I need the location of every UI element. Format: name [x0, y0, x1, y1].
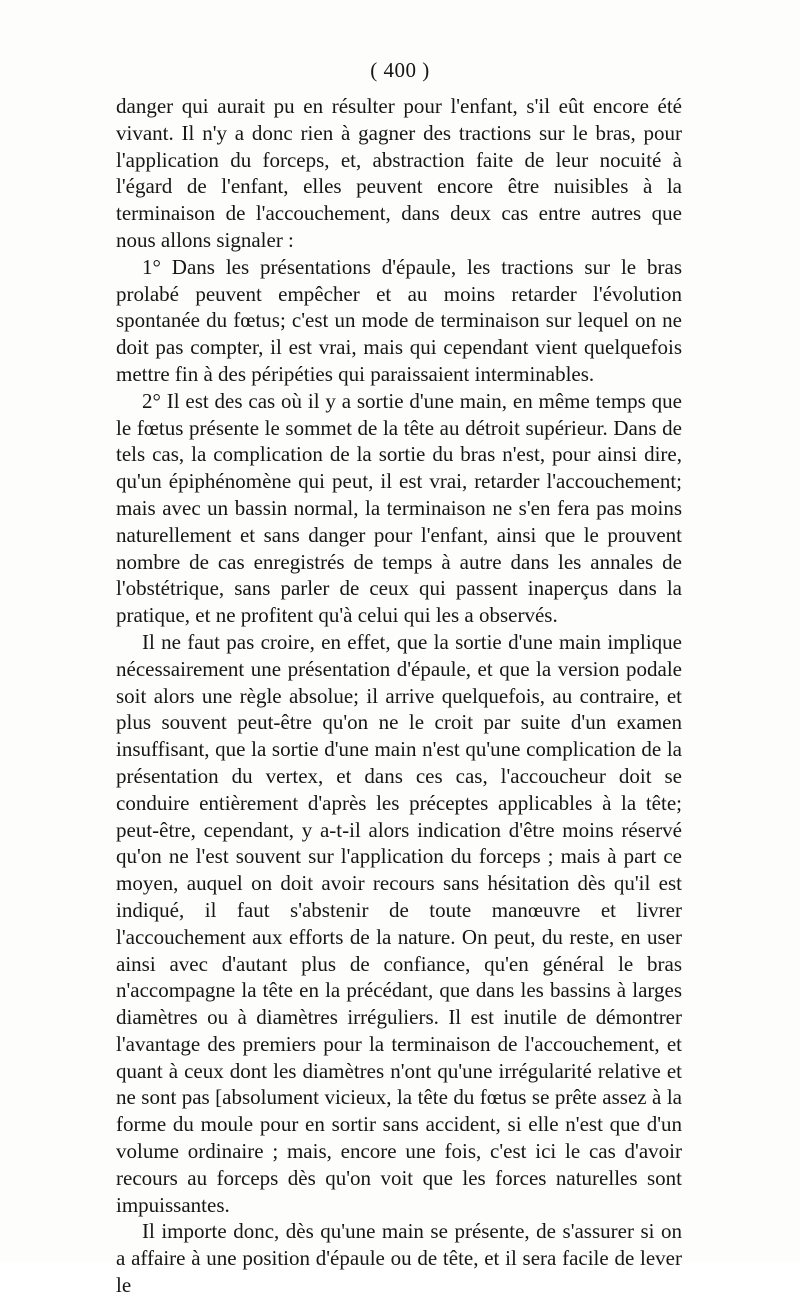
body-text	[116, 93, 682, 1299]
page-number: ( 400 )	[370, 58, 430, 82]
paragraph: 2° Il est des cas où il y a sortie d'une main, en même temps que le fœtus présente le sommet de la tête au détroit supérieur. Dans de tels cas, la complication de la sortie du bras n'est, pour ainsi dire, qu'un épiphénomène qui peut, il est vrai, retarder l'accouchement; mais avec un bassin normal, la terminaison ne s'en fera pas moins naturellement et sans danger pour l'enfant, ainsi que le prouvent nombre de cas enregistrés de temps à autre dans les annales de l'obstétrique, sans parler de ceux qui passent inaperçus dans la pratique, et ne profitent qu'à celui qui les a observés.	[116, 388, 682, 628]
paragraph: Il ne faut pas croire, en effet, que la sortie d'une main implique nécessairement une présentation d'épaule, et que la version podale soit alors une règle absolue; il arrive quelquefois, au contraire, et plus souvent peut-être qu'on ne le croit par suite d'un examen insuffisant, que la sortie d'une main n'est qu'une complication de la présentation du vertex, et dans ces cas, l'accoucheur doit se conduire entièrement d'après les préceptes applicables à la tête; peut-être, cependant, y a-t-il alors indication d'être moins réservé qu'on ne l'est souvent sur l'application du forceps ; mais à part ce moyen, auquel on doit avoir recours sans hésitation dès qu'il est indiqué, il faut s'abstenir de toute manœuvre et livrer l'accouchement aux efforts de la nature. On peut, du reste, en user ainsi avec d'autant plus de confiance, qu'en général le bras n'accompagne la tête en la précédant, que dans les bassins à larges diamètres ou à diamètres irréguliers. Il est inutile de démontrer l'avantage des premiers pour la terminaison de l'accouchement, et quant à ceux dont les diamètres n'ont qu'une irrégularité relative et ne sont pas [absolument vicieux, la tête du fœtus se prête assez à la forme du moule pour en sortir sans accident, si elle n'est que d'un volume ordinaire ; mais, encore une fois, c'est ici le cas d'avoir recours au forceps dès qu'on voit que les forces naturelles sont impuissantes.	[116, 629, 682, 1217]
paragraph: Il importe donc, dès qu'une main se présente, de s'assurer si on a affaire à une position d'épaule ou de tête, et il sera facile de lever le	[116, 1219, 682, 1298]
paragraph: danger qui aurait pu en résulter pour l'enfant, s'il eût encore été vivant. Il n'y a donc rien à gagner des tractions sur le bras, pour l'application du forceps, et, abstraction faite de leur nocuité à l'égard de l'enfant, elles peuvent encore être nuisibles à la terminaison de l'accouchement, dans deux cas entre autres que nous allons signaler :	[116, 94, 682, 252]
paragraph: 1° Dans les présentations d'épaule, les tractions sur le bras prolabé peuvent empêcher et au moins retarder l'évolution spontanée du fœtus; c'est un mode de terminaison sur lequel on ne doit pas compter, il est vrai, mais qui cependant vient quelquefois mettre fin à des péripéties qui paraissaient interminables.	[116, 254, 682, 386]
